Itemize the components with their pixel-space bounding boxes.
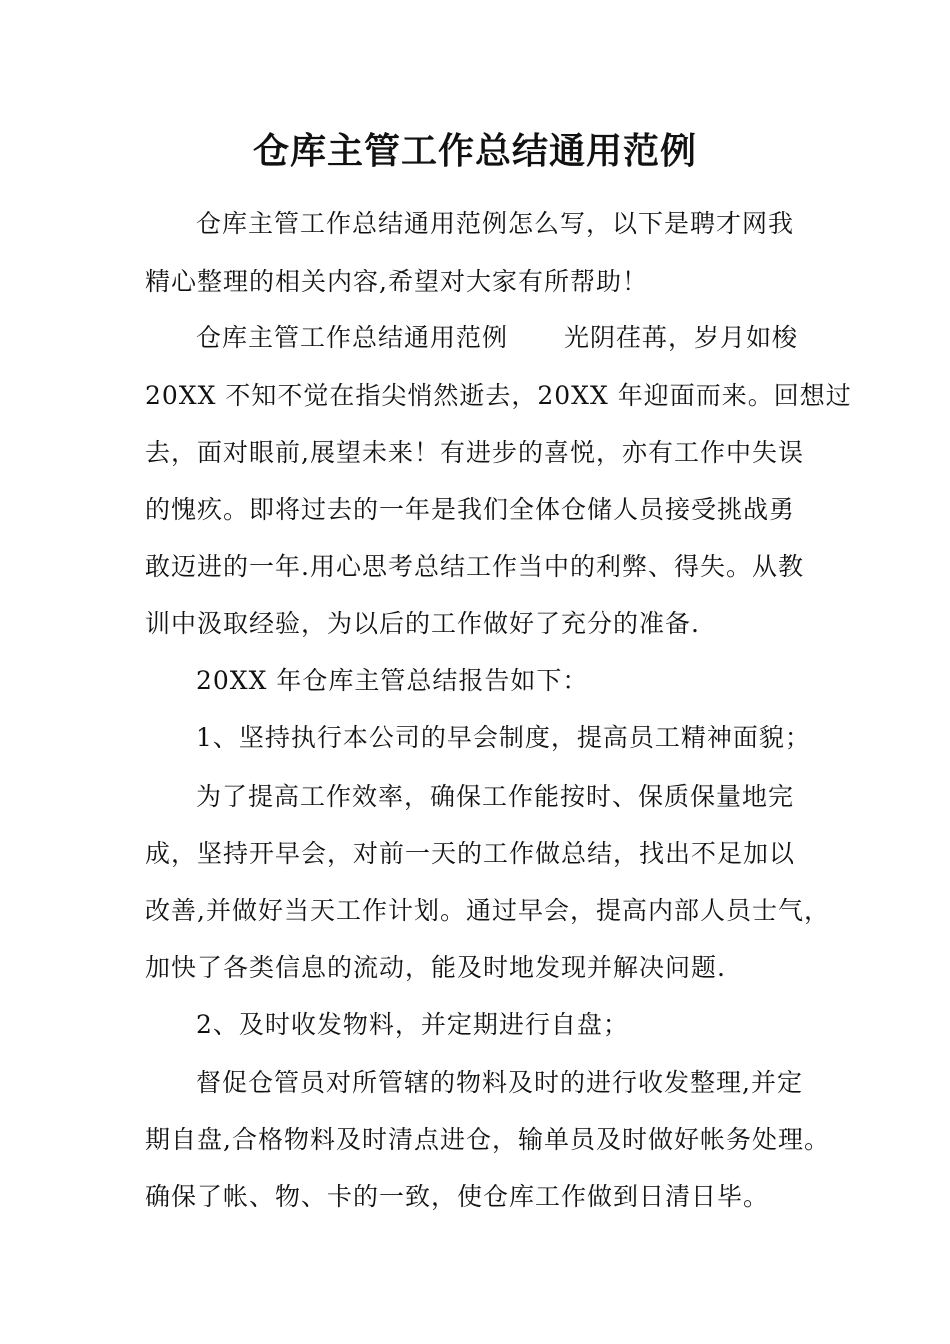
paragraph-line: 仓库主管工作总结通用范例怎么写，以下是聘才网我: [196, 209, 795, 238]
paragraph-line: 成，坚持开早会，对前一天的工作做总结，找出不足加以: [145, 839, 796, 868]
paragraph-line: 期自盘,合格物料及时清点进仓，输单员及时做好帐务处理。: [145, 1125, 830, 1154]
paragraph-line: 加快了各类信息的流动，能及时地发现并解决问题.: [145, 953, 726, 982]
paragraph-line: 确保了帐、物、卡的一致，使仓库工作做到日清日毕。: [145, 1182, 770, 1211]
paragraph-line: 为了提高工作效率，确保工作能按时、保质保量地完: [196, 782, 795, 811]
paragraph-line: 精心整理的相关内容,希望对大家有所帮助！: [145, 267, 648, 296]
paragraph-line: 训中汲取经验，为以后的工作做好了充分的准备.: [145, 609, 700, 638]
paragraph-line: 敢迈进的一年.用心思考总结工作当中的利弊、得失。从教: [145, 552, 804, 581]
list-item-2: 2、及时收发物料，并定期进行自盘；: [196, 1010, 629, 1039]
paragraph-text: 光阴荏苒，岁月如梭: [564, 323, 799, 352]
paragraph-line-group: [196, 320, 798, 356]
paragraph-line: 改善,并做好当天工作计划。通过早会，提高内部人员士气，: [145, 896, 830, 925]
document-title: 仓库主管工作总结通用范例: [252, 131, 697, 172]
list-item-1: 1、坚持执行本公司的早会制度，提高员工精神面貌；: [196, 723, 811, 752]
paragraph-line: 督促仓管员对所管辖的物料及时的进行收发整理,并定: [196, 1068, 803, 1097]
section-heading: 仓库主管工作总结通用范例: [196, 323, 509, 352]
paragraph-line: 20XX 不知不觉在指尖悄然逝去，20XX 年迎面而来。回想过: [145, 381, 852, 410]
paragraph-line: 去，面对眼前,展望未来！有进步的喜悦，亦有工作中失误: [145, 438, 804, 467]
paragraph-line: 的愧疚。即将过去的一年是我们全体仓储人员接受挑战勇: [145, 495, 796, 524]
paragraph-line: 20XX 年仓库主管总结报告如下：: [196, 666, 589, 695]
